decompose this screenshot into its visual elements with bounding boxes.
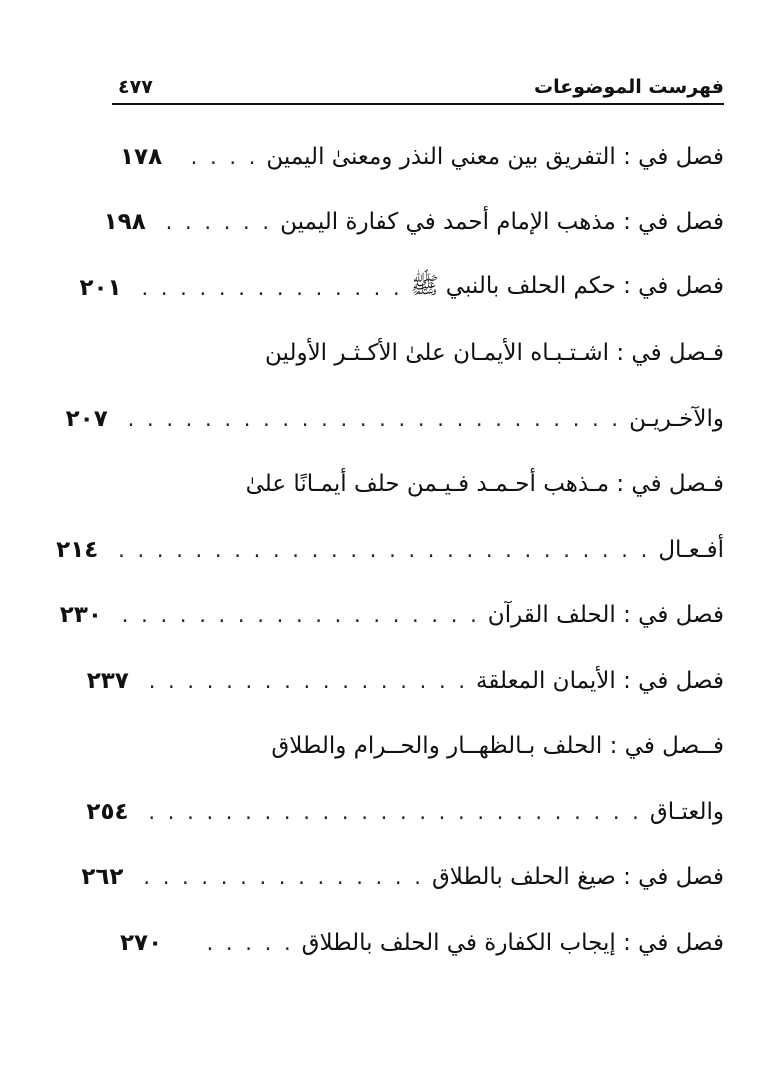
toc-entry <box>120 452 724 518</box>
toc-entry-title: فصل في : إيجاب الكفارة في الحلف بالطلاق <box>301 929 724 956</box>
toc-leader-dots: . . . . . . . . . . . . . . . . . . . . . . . . . . . . <box>118 537 651 562</box>
toc-entry-title: فـصل في : مـذهب أحـمـد فـيـمن حلف أيمـانًا علىٰ <box>245 471 724 498</box>
toc-entry-title: فـصل في : اشـتـبـاه الأيمـان علىٰ الأكـثـر الأولين <box>265 340 724 367</box>
toc-entry-title: أفـعـال <box>658 536 724 563</box>
toc-entry-continuation <box>56 517 724 583</box>
toc-entry-page: ٢٥٤ <box>86 798 129 825</box>
toc-entry <box>79 255 724 321</box>
toc-entry <box>81 845 724 911</box>
toc-entry-page: ٢٧٠ <box>120 929 163 956</box>
toc-leader-dots: . . . . <box>190 144 259 169</box>
toc-entry <box>120 714 724 780</box>
toc-entry <box>120 124 724 190</box>
toc-entry-title: والآخـريـن <box>629 405 724 432</box>
toc-leader-dots: . . . . . . . . . . . . . . . . . . . <box>121 603 480 628</box>
header-page-number: ٤٧٧ <box>118 76 153 98</box>
toc-entry-title: فصل في : صيغ الحلف بالطلاق <box>431 864 724 891</box>
toc-entry <box>120 910 724 976</box>
toc-entry <box>59 583 724 649</box>
toc-entry-title: فصل في : الأيمان المعلقة <box>476 667 724 694</box>
toc-entry-page: ٢٠٧ <box>65 405 108 432</box>
table-of-contents <box>56 124 724 976</box>
toc-leader-dots: . . . . . . . . . . . . . . . . . . . . . . . . . . <box>127 406 622 431</box>
toc-leader-dots: . . . . . . . . . . . . . . . <box>143 865 424 890</box>
toc-leader-dots: . . . . . . . . . . . . . . <box>141 275 403 300</box>
toc-leader-dots: . . . . . . . . . . . . . . . . . <box>148 668 468 693</box>
toc-entry <box>86 648 724 714</box>
toc-entry-page: ٢٠١ <box>79 274 122 301</box>
toc-entry-title: فصل في : مذهب الإمام أحمد في كفارة اليمين <box>280 209 724 236</box>
toc-entry-continuation <box>65 386 724 452</box>
toc-entry-page: ٢٣٠ <box>59 602 102 629</box>
toc-entry-continuation <box>86 779 724 845</box>
toc-leader-dots: . . . . . . <box>165 210 273 235</box>
toc-entry <box>120 321 724 387</box>
toc-entry <box>103 190 724 256</box>
toc-entry-page: ٢٦٢ <box>81 864 124 891</box>
toc-entry-title: والعتـاق <box>649 798 724 825</box>
toc-entry-title: فــصل في : الحلف بـالظهــار والحــرام والطلاق <box>271 733 724 760</box>
header-title: فهرست الموضوعات <box>534 76 724 98</box>
toc-leader-dots: . . . . . <box>206 930 294 955</box>
header-rule <box>112 103 724 105</box>
toc-entry-page: ٢١٤ <box>56 536 99 563</box>
toc-entry-title: فصل في : الحلف القرآن <box>487 602 724 629</box>
toc-entry-page: ٢٣٧ <box>86 667 129 694</box>
toc-entry-page: ١٧٨ <box>120 143 163 170</box>
toc-entry-page: ١٩٨ <box>103 209 146 236</box>
toc-leader-dots: . . . . . . . . . . . . . . . . . . . . . . . . . . <box>148 799 642 824</box>
running-header <box>112 72 724 102</box>
toc-entry-title: فصل في : حكم الحلف بالنبي ﷺ <box>410 272 724 299</box>
toc-entry-title: فصل في : التفريق بين معني النذر ومعنىٰ اليمين <box>266 143 724 170</box>
